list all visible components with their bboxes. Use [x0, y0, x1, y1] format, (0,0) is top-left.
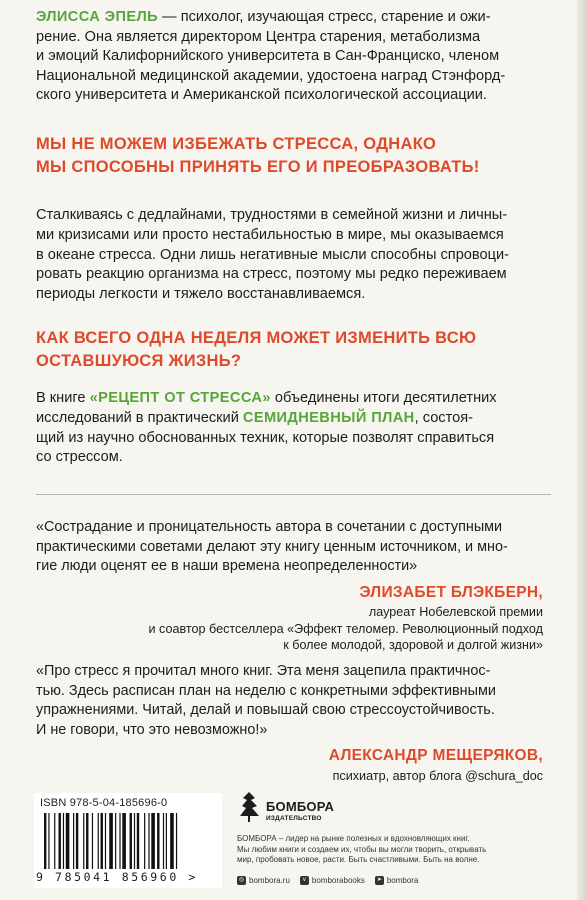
- publisher-subtitle: ИЗДАТЕЛЬСТВО: [266, 815, 322, 822]
- isbn-barcode-block: [34, 793, 222, 888]
- social-vk[interactable]: v bomborabooks: [300, 876, 365, 885]
- quote-author-blackburn: ЭЛИЗАБЕТ БЛЭКБЕРН,: [359, 584, 543, 601]
- publisher-logo: [237, 790, 335, 829]
- quote-credit-blackburn: лауреат Нобелевской премии и соавтор бестселлера «Эффект теломер. Революционный подход к более молодой, здоровой и долгой жизни»: [148, 605, 543, 652]
- book-title: «РЕЦЕПТ ОТ СТРЕССА»: [89, 390, 271, 406]
- quote-credit-meshcheryakov: психиатр, автор блога @schura_doc: [332, 769, 543, 783]
- bombora-logo-icon: [237, 790, 263, 824]
- social-telegram[interactable]: ➤ bombora: [376, 876, 419, 885]
- publisher-name: БОМБОРА: [266, 799, 335, 814]
- cover-edge: [577, 0, 587, 900]
- vk-icon: v: [300, 876, 309, 885]
- instagram-icon: ◎: [238, 877, 245, 883]
- author-name: ЭЛИССА ЭПЕЛЬ: [36, 9, 158, 25]
- barcode-digits: 9 785041 856960 >: [36, 870, 198, 884]
- isbn-label: ISBN 978-5-04-185696-0: [40, 797, 168, 809]
- barcode-icon: [44, 813, 214, 869]
- author-bio: ЭЛИССА ЭПЕЛЬ — психолог, изучающая стресс, старение и ожи- рение. Она является директором Центра старения, метаболизма и эмоций Калифорнийского университета в Сан-Франциско, членом Национальной медицинской академии, удостоена наград Стэнфорд- ского университета и Американской психологической ассоциации.: [36, 9, 506, 103]
- intro-paragraph: Сталкиваясь с дедлайнами, трудностями в семейной жизни и личны- ми кризисами или просто нестабильностью в мире, мы оказываемся в океане стресса. Одни лишь негативные мысли способны спровоци- ровать реакцию организма на стресс, поэтому мы редко переживаем периоды легкости и тяжело восстанавливаемся.: [36, 207, 509, 303]
- quote-author-meshcheryakov: АЛЕКСАНДР МЕЩЕРЯКОВ,: [328, 747, 543, 764]
- seven-day-plan: СЕМИДНЕВНЫЙ ПЛАН: [242, 409, 415, 426]
- publisher-blurb: БОМБОРА – лидер на рынке полезных и вдохновляющих книг. Мы любим книги и создаем их, чтобы вы могли творить, открывать мир, пробовать новое, расти. Быть счастливыми. Быть на волне.: [237, 834, 487, 865]
- book-description: В книге «РЕЦЕПТ ОТ СТРЕССА» объединены итоги десятилетних исследований в практический СЕМИДНЕВНЫЙ ПЛАН, состоя- щий из научно обоснованных техник, которые позволят справиться со стрессом.: [36, 390, 497, 466]
- heading-one-week: КАК ВСЕГО ОДНА НЕДЕЛЯ МОЖЕТ ИЗМЕНИТЬ ВСЮ ОСТАВШУЮСЯ ЖИЗНЬ?: [36, 329, 477, 370]
- publisher-socials: [237, 876, 557, 885]
- quote-meshcheryakov: «Про стресс я прочитал много книг. Эта меня зацепила практичнос- тью. Здесь расписан план на неделю с конкретными эффективными упражнениями. Читай, делай и повышай свою стрессоустойчивость. И не говори, что это невозможно!»: [36, 663, 496, 738]
- quote-blackburn: «Сострадание и проницательность автора в сочетании с доступными практическими советами делают эту книгу ценным источником, и мно- гие люди оценят ее в наши времена неопределенности»: [36, 519, 508, 574]
- social-website[interactable]: ◎ bombora.ru: [238, 876, 290, 885]
- telegram-icon: ➤: [376, 877, 382, 883]
- heading-stress: МЫ НЕ МОЖЕМ ИЗБЕЖАТЬ СТРЕССА, ОДНАКО МЫ СПОСОБНЫ ПРИНЯТЬ ЕГО И ПРЕОБРАЗОВАТЬ!: [36, 135, 480, 176]
- section-divider: [36, 494, 551, 495]
